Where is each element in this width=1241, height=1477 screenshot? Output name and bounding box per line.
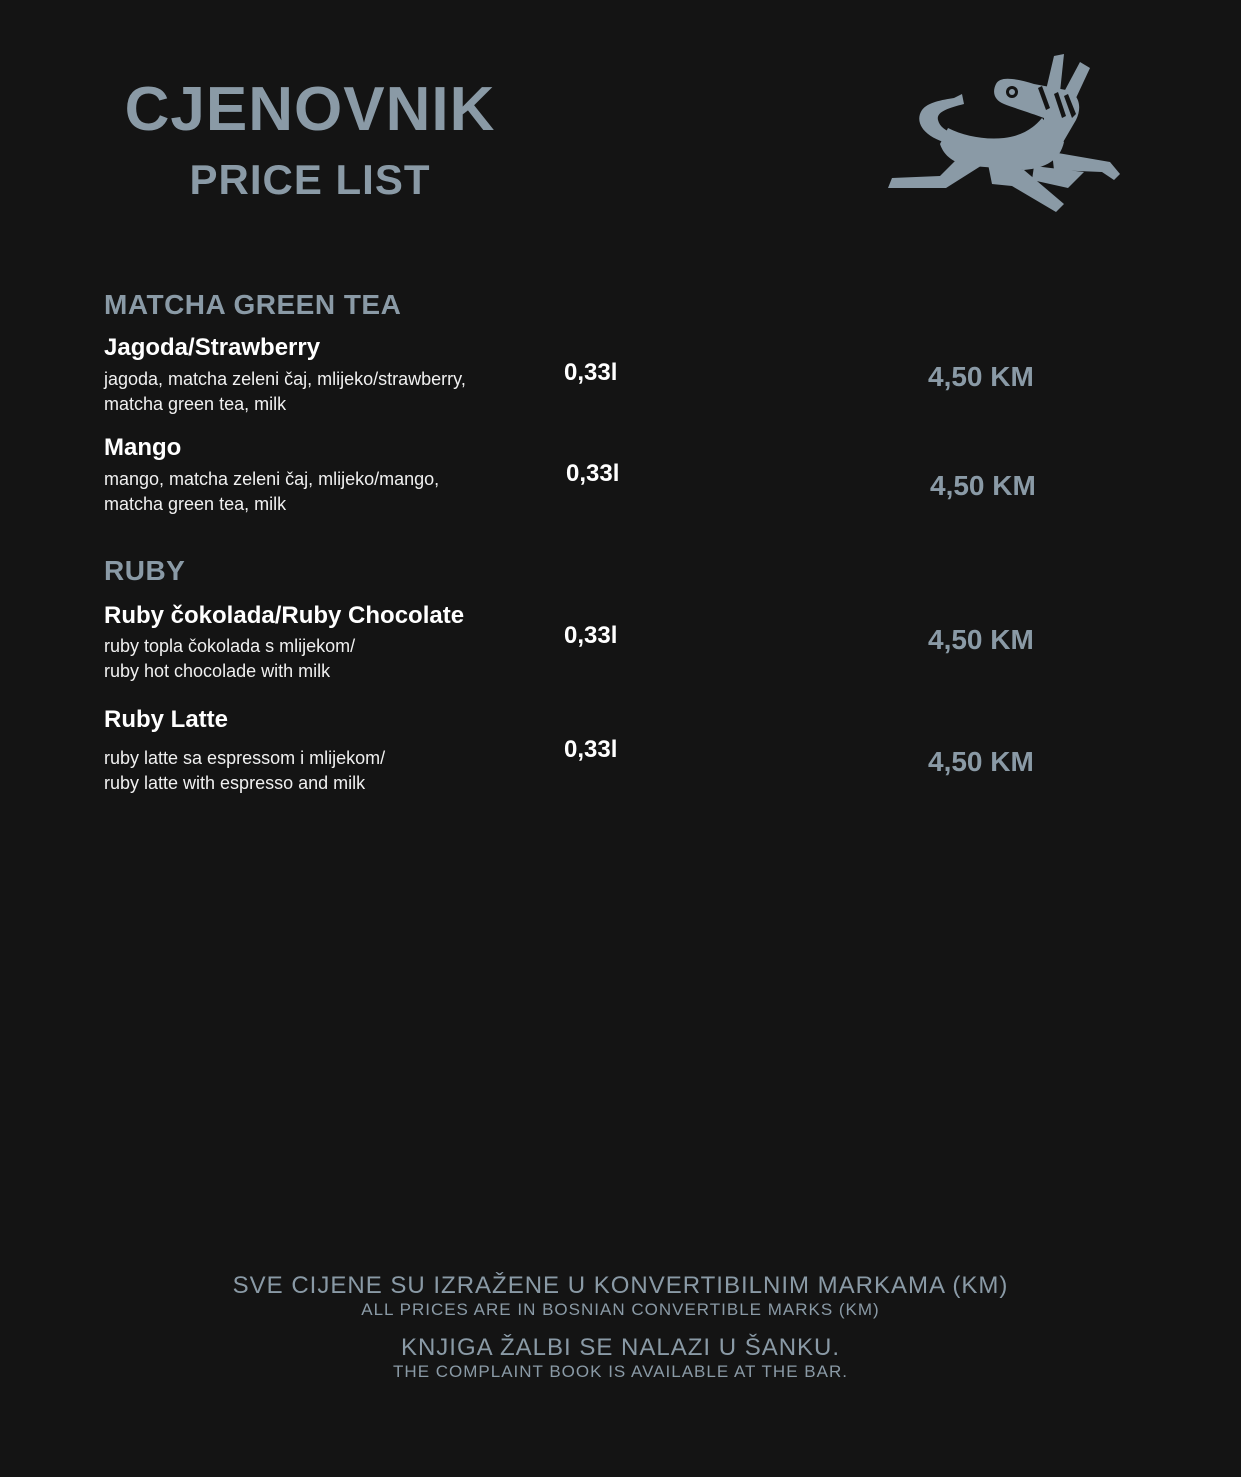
- item-price: 4,50 KM: [930, 470, 1036, 501]
- complaint-note: KNJIGA ŽALBI SE NALAZI U ŠANKU.: [400, 1334, 841, 1361]
- donkey-logo-icon: [884, 48, 1124, 218]
- item-description: ruby latte sa espressom i mlijekom/ ruby latte with espresso and milk: [104, 748, 386, 793]
- item-price: 4,50 KM: [928, 624, 1034, 655]
- footer-complaint-note: [0, 1334, 1241, 1382]
- currency-note-en: ALL PRICES ARE IN BOSNIAN CONVERTIBLE MARKS (KM): [361, 1300, 880, 1319]
- item-volume: 0,33l: [564, 736, 618, 763]
- item-name: Ruby Latte: [104, 706, 229, 733]
- item-name: Mango: [104, 434, 182, 461]
- item-description: jagoda, matcha zeleni čaj, mlijeko/strawberry, matcha green tea, milk: [104, 369, 466, 414]
- item-price: 4,50 KM: [928, 746, 1034, 777]
- complaint-note-en: THE COMPLAINT BOOK IS AVAILABLE AT THE BAR.: [393, 1362, 848, 1381]
- item-description: ruby topla čokolada s mlijekom/ ruby hot chocolade with milk: [104, 636, 356, 681]
- section-heading-matcha: MATCHA GREEN TEA: [104, 289, 402, 320]
- page-title: CJENOVNIK: [124, 75, 496, 144]
- item-name: Ruby čokolada/Ruby Chocolate: [104, 602, 465, 629]
- item-name: Jagoda/Strawberry: [104, 334, 321, 361]
- header: [100, 72, 520, 206]
- section-heading-ruby: RUBY: [104, 555, 186, 586]
- item-volume: 0,33l: [564, 622, 618, 649]
- currency-note: SVE CIJENE SU IZRAŽENE U KONVERTIBILNIM MARKAMA (KM): [232, 1272, 1009, 1299]
- page-subtitle: PRICE LIST: [189, 156, 431, 203]
- item-volume: 0,33l: [564, 359, 618, 386]
- item-volume: 0,33l: [566, 460, 620, 487]
- item-price: 4,50 KM: [928, 361, 1034, 392]
- footer-currency-note: [0, 1272, 1241, 1320]
- item-description: mango, matcha zeleni čaj, mlijeko/mango, matcha green tea, milk: [104, 469, 440, 514]
